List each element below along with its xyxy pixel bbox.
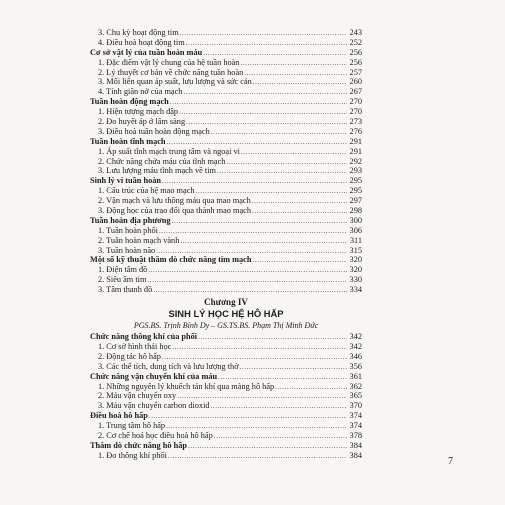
toc-entry [90,362,362,372]
dot-leader [244,69,347,79]
dot-leader [217,167,347,177]
table-of-contents [90,28,362,461]
toc-entry-page: 293 [349,166,362,176]
toc-heading [90,137,362,147]
toc-entry-title: Tuần hoàn động mạch [90,97,169,107]
dot-leader [170,98,347,108]
toc-entry-title: 4. Điều hoà hoạt động tim [98,37,185,47]
dot-leader [172,217,347,227]
dot-leader [180,237,347,247]
dot-leader [226,158,347,168]
toc-entry [90,275,362,285]
toc-entry-title: Chức năng thông khí của phổi [90,332,198,342]
dot-leader [148,266,347,276]
toc-entry [90,186,362,196]
toc-entry-page: 291 [349,146,362,156]
toc-entry-title: 1. Áp suất tĩnh mạch trung tâm và ngoại vi [98,146,240,156]
toc-entry-page: 298 [349,206,362,216]
toc-entry [90,107,362,117]
toc-entry-title: 1. Hiện tượng mạch đập [98,107,179,117]
toc-entry-title: Chức năng vận chuyển khí của máu [90,371,218,381]
toc-entry-title: Cơ sở vật lý của tuần hoàn máu [90,47,203,57]
toc-entry-page: 315 [349,245,362,255]
toc-section-circulation [90,28,362,295]
dot-leader [172,343,347,353]
toc-entry [90,226,362,236]
toc-entry-page: 243 [349,28,362,37]
dot-leader [153,286,347,296]
dot-leader [240,59,347,69]
toc-entry [90,342,362,352]
chapter-label: Chương IV [204,297,248,308]
toc-entry-page: 342 [349,341,362,351]
dot-leader [275,383,347,393]
toc-entry [90,68,362,78]
toc-entry-page: 297 [349,196,362,206]
dot-leader [241,148,347,158]
toc-entry [90,451,362,461]
toc-entry-page: 306 [349,225,362,235]
toc-entry [90,58,362,68]
chapter-title: SINH LÝ HỌC HỆ HÔ HẤP [168,308,284,320]
toc-entry [90,117,362,127]
toc-entry-page: 374 [349,411,362,421]
toc-entry-title: 2. Siêu âm tim [98,275,147,285]
toc-entry [90,38,362,48]
toc-entry-page: 276 [349,126,362,136]
toc-heading [90,332,362,342]
dot-leader [159,227,347,237]
chapter-authors: PGS.BS. Trịnh Bỉnh Dy – GS.TS.BS. Phạm Thị Minh Đức [133,321,319,331]
dot-leader [179,108,347,118]
toc-entry-title: 2. Cơ chế hoá học điều hoà hô hấp [98,430,213,440]
toc-entry-page: 378 [349,430,362,440]
toc-entry-title: 1. Cấu trúc của hệ mao mạch [98,186,195,196]
toc-entry-page: 342 [349,332,362,342]
dot-leader [252,197,347,207]
dot-leader [252,207,347,217]
toc-entry [90,382,362,392]
toc-entry-page: 330 [349,275,362,285]
dot-leader [168,452,347,462]
toc-entry-page: 295 [349,186,362,196]
toc-entry-page: 256 [349,57,362,67]
toc-entry-page: 273 [349,117,362,127]
toc-entry [90,87,362,97]
dot-leader [240,363,347,373]
toc-entry [90,196,362,206]
toc-entry-title: Tuần hoàn tĩnh mạch [90,136,166,146]
toc-entry-title: Thăm dò chức năng hô hấp [90,440,187,450]
toc-entry-title: Điều hoà hô hấp [90,411,148,421]
toc-entry [90,77,362,87]
toc-heading [90,441,362,451]
toc-entry-title: 1. Cơ sở hình thái học [98,341,172,351]
toc-entry-page: 370 [349,401,362,411]
toc-entry [90,352,362,362]
toc-entry-page: 346 [349,351,362,361]
toc-entry-title: Tuần hoàn địa phương [90,215,171,225]
toc-heading [90,176,362,186]
toc-entry-title: 1. Điện tâm đồ [98,265,148,275]
toc-entry-title: 1. Đo thông khí phổi [98,450,167,460]
toc-entry-page: 361 [349,371,362,381]
toc-entry [90,127,362,137]
toc-entry-page: 291 [349,136,362,146]
toc-entry-page: 374 [349,421,362,431]
toc-entry-page: 270 [349,107,362,117]
toc-heading [90,216,362,226]
toc-entry-title: 3. Động học của trao đổi qua thành mao mạch [98,206,251,216]
toc-entry [90,265,362,275]
toc-section-respiration [90,332,362,461]
toc-entry-title: 2. Động tác hô hấp [98,351,161,361]
toc-entry [90,401,362,411]
toc-entry [90,28,362,38]
toc-entry-page: 362 [349,381,362,391]
toc-entry [90,285,362,295]
toc-entry-page: 270 [349,97,362,107]
toc-entry-title: Sinh lý vi tuần hoàn [90,176,162,186]
toc-entry-title: 2. Đo huyết áp ở lâm sàng [98,117,186,127]
toc-entry [90,147,362,157]
toc-entry [90,206,362,216]
toc-entry-title: 3. Điều hoà tuần hoàn động mạch [98,126,210,136]
dot-leader [186,118,347,128]
toc-entry-title: 1. Đặc điểm vật lý chung của hệ tuần hoàn [98,57,240,67]
toc-entry-page: 252 [349,37,362,47]
toc-entry-title: 2. Lý thuyết cơ bản về chức năng tuần hoàn [98,67,244,77]
dot-leader [211,402,347,412]
toc-entry [90,431,362,441]
dot-leader [188,442,347,452]
dot-leader [147,276,347,286]
toc-heading [90,97,362,107]
toc-entry-title: 1. Tuần hoàn phổi [98,225,158,235]
toc-entry-title: 3. Lưu lượng máu tĩnh mạch về tim [98,166,216,176]
toc-entry-title: Một số kỹ thuật thăm dò chức năng tim mạch [90,255,252,265]
page-number: 7 [448,456,453,467]
toc-entry-page: 320 [349,255,362,265]
toc-entry [90,236,362,246]
toc-entry-page: 334 [349,285,362,295]
toc-entry [90,421,362,431]
toc-entry-title: 1. Trung tâm hô hấp [98,421,166,431]
toc-entry-title: 2. Máu vận chuyển oxy [98,391,177,401]
toc-entry-title: 3. Tâm thanh đồ [98,285,153,295]
toc-entry-page: 365 [349,391,362,401]
toc-entry-page: 384 [349,450,362,460]
toc-entry-title: 3. Tuần hoàn não [98,245,156,255]
dot-leader [186,39,347,49]
toc-heading [90,411,362,421]
toc-entry-title: 2. Vận mạch và lưu thông máu qua mao mạch [98,196,251,206]
toc-entry-page: 295 [349,176,362,186]
toc-entry-page: 256 [349,47,362,57]
dot-leader [214,432,347,442]
dot-leader [252,256,347,266]
toc-entry-page: 260 [349,77,362,87]
toc-entry-title: 2. Chức năng chứa máu của tĩnh mạch [98,156,226,166]
toc-entry-page: 320 [349,265,362,275]
toc-entry-title: 3. Các thể tích, dung tích và lưu lượng thở [98,361,239,371]
dot-leader [198,333,347,343]
toc-entry-title: 3. Mối liên quan áp suất, lưu lượng và sức cản [98,77,252,87]
dot-leader [253,78,347,88]
toc-heading [90,255,362,265]
toc-entry-page: 311 [349,235,362,245]
toc-entry-title: 1. Những nguyên lý khuếch tán khí qua màng hô hấp [98,381,275,391]
toc-entry-page: 292 [349,156,362,166]
toc-entry-page: 257 [349,67,362,77]
dot-leader [180,29,347,39]
dot-leader [211,128,347,138]
toc-entry-page: 267 [349,87,362,97]
toc-entry-page: 300 [349,215,362,225]
toc-entry-title: 3. Chu kỳ hoạt động tim [98,28,179,37]
toc-entry-page: 356 [349,361,362,371]
toc-heading [90,48,362,58]
toc-entry-title: 3. Máu vận chuyển carbon dioxid [98,401,210,411]
toc-entry [90,391,362,401]
toc-entry [90,157,362,167]
dot-leader [149,412,347,422]
toc-entry [90,166,362,176]
dot-leader [183,88,347,98]
toc-entry-title: 2. Tuần hoàn mạch vành [98,235,180,245]
toc-entry-page: 384 [349,440,362,450]
toc-heading [90,372,362,382]
toc-entry-title: 4. Tính giãn nở của mạch [98,87,183,97]
toc-entry [90,246,362,256]
